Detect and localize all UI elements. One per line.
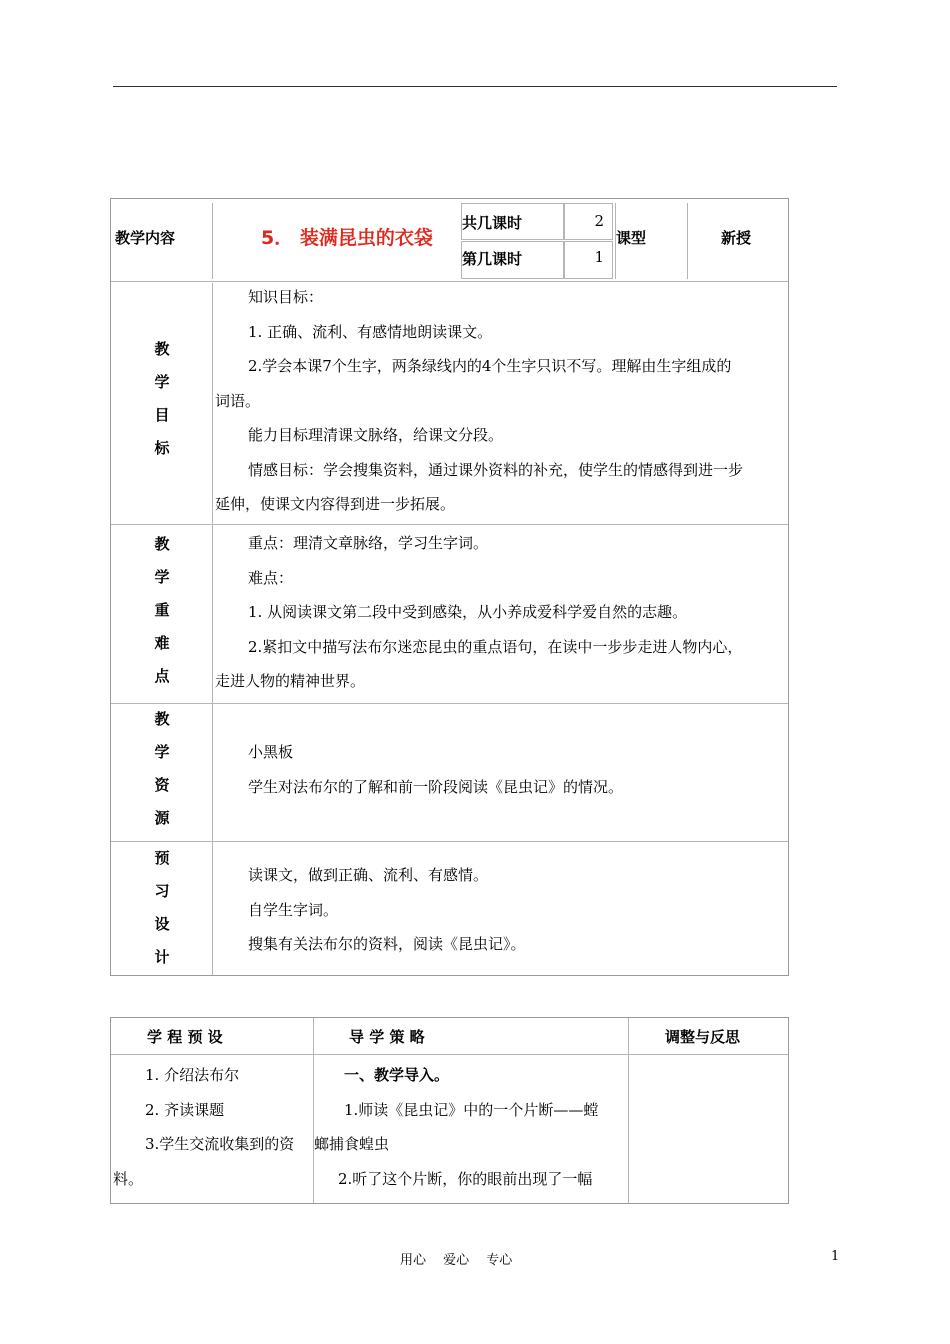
type-value: 新授	[721, 229, 752, 247]
resources-label: 教 学 资 源	[154, 710, 170, 827]
row-divider	[111, 524, 788, 525]
period-label: 第几课时	[462, 250, 523, 268]
plan-content: 1. 介绍法布尔 2. 齐读课题 3.学生交流收集到的资 料。	[113, 1066, 295, 1188]
lesson-table	[110, 198, 789, 976]
plan-header: 学 程 预 设	[147, 1028, 223, 1046]
goals-content: 知识目标： 1. 正确、流利、有感情地朗读课文。 2.学会本课7个生字，两条绿线内的4个生字只识不写。理解由生字组成的 词语。 能力目标理清课文脉络，给课文分段。 情感目标：学会搜集资料，通过课外资料的补充，使学生的情感得到进一步 延伸，使课文内容得到进一步拓展。	[215, 288, 744, 513]
total-periods-value-cell	[564, 203, 613, 240]
period-label-cell	[461, 241, 564, 279]
preview-content: 读课文，做到正确、流利、有感情。 自学生字词。 搜集有关法布尔的资料，阅读《昆虫记》。	[248, 866, 526, 953]
header-divider	[111, 1054, 788, 1055]
footer-motto: 用心 爱心 专心	[400, 1253, 513, 1268]
lesson-title: 5． 装满昆虫的衣袋	[261, 227, 433, 249]
type-label: 课型	[616, 229, 647, 247]
preview-label: 预 习 设 计	[154, 849, 170, 966]
column-divider	[628, 1018, 629, 1203]
page-number: 1	[831, 1249, 840, 1264]
divider	[687, 203, 688, 279]
content-label: 教学内容	[115, 229, 176, 247]
key-points-content: 重点：理清文章脉络，学习生字词。 难点： 1. 从阅读课文第二段中受到感染，从小养成爱科学爱自然的志趣。 2.紧扣文中描写法布尔迷恋昆虫的重点语句，在读中一步步走进人物内心， 走进人物的精神世界。	[215, 534, 743, 690]
divider	[212, 203, 213, 279]
total-periods-value: 2	[594, 212, 604, 230]
process-table	[110, 1017, 789, 1204]
goals-label: 教 学 目 标	[154, 340, 170, 457]
strategy-content: 一、教学导入。 1.师读《昆虫记》中的一个片断——螳 螂捕食蝗虫 2.听了这个片断，你的眼前出现了一幅	[314, 1066, 599, 1188]
total-periods-label-cell	[461, 203, 564, 240]
period-value-cell	[564, 241, 613, 279]
total-periods-label: 共几课时	[462, 214, 523, 232]
reflection-header: 调整与反思	[665, 1028, 741, 1046]
resources-content: 小黑板 学生对法布尔的了解和前一阶段阅读《昆虫记》的情况。	[248, 743, 624, 796]
key-points-label: 教 学 重 难 点	[154, 535, 170, 685]
strategy-header: 导 学 策 略	[349, 1028, 425, 1046]
period-value: 1	[594, 248, 604, 266]
header-rule	[113, 86, 837, 87]
